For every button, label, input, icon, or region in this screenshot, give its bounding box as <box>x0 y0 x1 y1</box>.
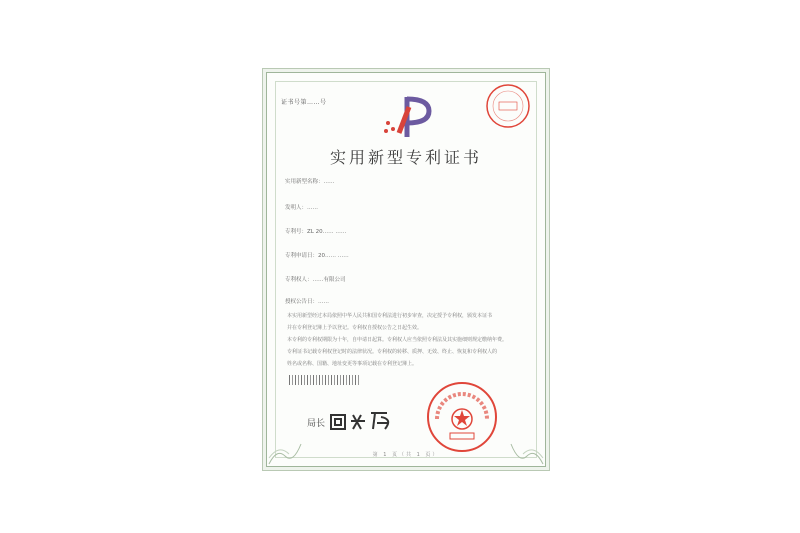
body-line: 本专利的专利权期限为十年，自申请日起算。专利权人应当依照专利法及其实施细则规定缴纳年费。 <box>287 337 508 343</box>
page-footer: 第 1 页（共 1 页） <box>372 452 440 458</box>
patent-certificate <box>266 72 546 467</box>
body-line: 姓名或名称、国籍、地址变更等事项记载在专利登记簿上。 <box>287 361 418 367</box>
field-grant-date: 授权公告日：…… <box>285 299 330 305</box>
certificate-body <box>287 311 523 371</box>
red-seal-small-icon <box>485 83 531 129</box>
body-line: 专利证书记载专利权登记时的法律状况。专利权的转移、质押、无效、终止、恢复和专利权人的 <box>287 349 498 355</box>
director-signature <box>307 409 399 433</box>
field-patent-no: 专利号：ZL 20…… …… <box>285 229 347 235</box>
body-line: 本实用新型经过本局依照中华人民共和国专利法进行初步审查，决定授予专利权，颁发本证书 <box>287 313 493 319</box>
signature-label: 局长 <box>307 419 326 429</box>
field-utility-name: 实用新型名称：…… <box>285 179 335 185</box>
barcode <box>289 375 359 385</box>
field-filing-date: 专利申请日：20…… …… <box>285 253 349 259</box>
certificate-number: 证书号第……号 <box>281 99 327 106</box>
red-official-seal-icon <box>417 379 507 455</box>
field-inventor: 发明人：…… <box>285 205 319 211</box>
patent-office-logo-icon <box>379 93 435 141</box>
body-line: 并在专利登记簿上予以登记。专利权自授权公告之日起生效。 <box>287 325 423 331</box>
field-patentee: 专利权人：……有限公司 <box>285 277 346 283</box>
certificate-title: 实用新型专利证书 <box>329 148 482 167</box>
